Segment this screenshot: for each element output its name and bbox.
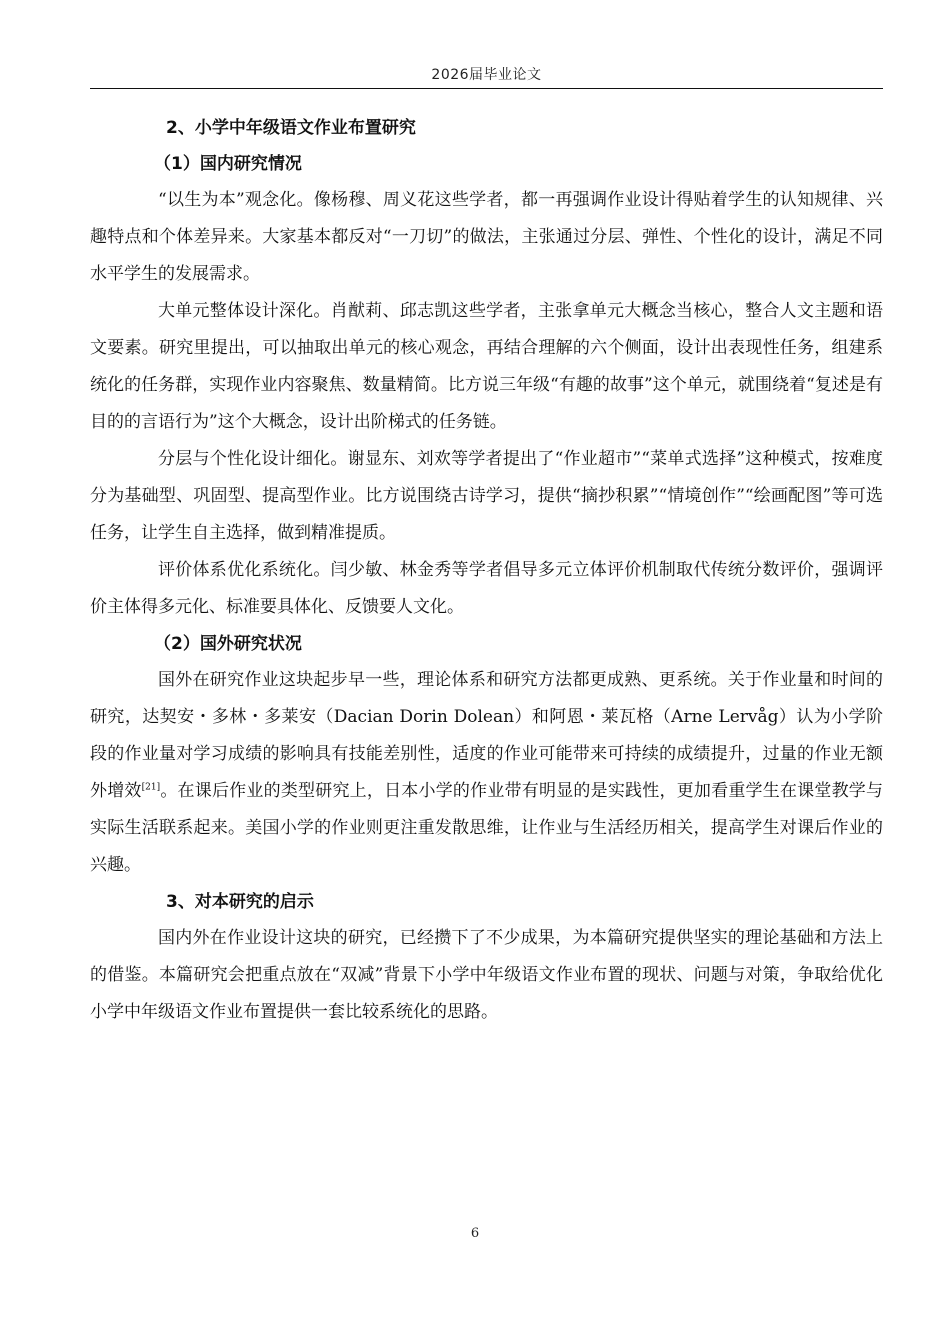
foreign-research-text-after: 。在课后作业的类型研究上，日本小学的作业带有明显的是实践性，更加看重学生在课堂教学与实际生活联系起来。美国小学的作业则更注重发散思维，让作业与生活经历相关，提高学生对课后作业的兴趣。 (90, 781, 884, 875)
header-divider (90, 88, 883, 89)
running-header: 2026届毕业论文 (431, 67, 542, 83)
page-number: 6 (470, 1226, 480, 1241)
paragraph-implications: 国内外在作业设计这块的研究，已经攒下了不少成果，为本篇研究提供坚实的理论基础和方法上的借鉴。本篇研究会把重点放在“双减”背景下小学中年级语文作业布置的现状、问题与对策，争取给优化小学中年级语文作业布置提供一套比较系统化的思路。 (90, 928, 883, 1022)
subsection-heading-foreign: （2）国外研究状况 (154, 634, 302, 654)
paragraph-unit-design: 大单元整体设计深化。肖猷莉、邱志凯这些学者，主张拿单元大概念当核心，整合人文主题和语文要素。研究里提出，可以抽取出单元的核心观念，再结合理解的六个侧面，设计出表现性任务，组建系统化的任务群，实现作业内容聚焦、数量精简。比方说三年级“有趣的故事”这个单元，就围绕着“复述是有目的的言语行为”这个大概念，设计出阶梯式的任务链。 (90, 301, 883, 432)
subsection-heading-domestic: （1）国内研究情况 (154, 154, 302, 174)
paragraph-foreign-research (90, 662, 883, 884)
section-heading-implications: 3、对本研究的启示 (166, 892, 314, 912)
paragraph-evaluation: 评价体系优化系统化。闫少敏、林金秀等学者倡导多元立体评价机制取代传统分数评价，强调评价主体得多元化、标准要具体化、反馈要人文化。 (90, 560, 883, 617)
page-body (90, 110, 883, 1031)
foreign-research-text-before: 国外在研究作业这块起步早一些，理论体系和研究方法都更成熟、更系统。关于作业量和时间的研究，达契安・多林・多莱安（Dacian Dorin Dolean）和阿恩・莱瓦格（Arne Lervåg）认为小学阶段的作业量对学习成绩的影响具有技能差别性，适度的作业可能带来可持续的成绩提升，过量的作业无额外增效 (90, 670, 883, 801)
paragraph-layered-design: 分层与个性化设计细化。谢显东、刘欢等学者提出了“作业超市”“菜单式选择”这种模式，按难度分为基础型、巩固型、提高型作业。比方说围绕古诗学习，提供“摘抄积累”“情境创作”“绘画配图”等可选任务，让学生自主选择，做到精准提质。 (90, 449, 883, 543)
citation-marker: [21] (141, 782, 161, 793)
paragraph-student-centered: “以生为本”观念化。像杨穆、周义花这些学者，都一再强调作业设计得贴着学生的认知规律、兴趣特点和个体差异来。大家基本都反对“一刀切”的做法，主张通过分层、弹性、个性化的设计，满足不同水平学生的发展需求。 (90, 190, 883, 284)
section-heading-homework-research: 2、小学中年级语文作业布置研究 (166, 118, 416, 138)
